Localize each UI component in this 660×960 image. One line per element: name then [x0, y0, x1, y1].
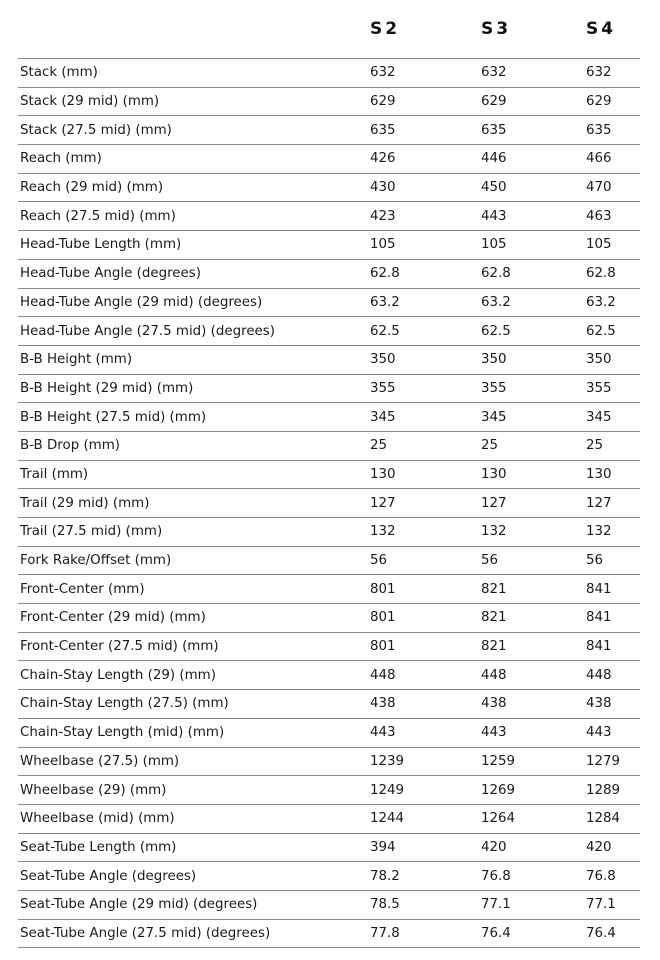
cell-s3: 821 — [479, 604, 584, 633]
table-row — [18, 661, 640, 690]
table-row — [18, 345, 640, 374]
header-label-cell — [18, 0, 368, 59]
row-label: Trail (27.5 mid) (mm) — [18, 518, 368, 547]
cell-s4: 105 — [584, 231, 640, 260]
table-row — [18, 718, 640, 747]
table-row — [18, 690, 640, 719]
row-label: Reach (mm) — [18, 145, 368, 174]
header-row — [18, 0, 640, 59]
cell-s3: 821 — [479, 575, 584, 604]
table-header — [18, 0, 640, 59]
table-row — [18, 59, 640, 88]
cell-s2: 345 — [368, 403, 479, 432]
cell-s2: 355 — [368, 374, 479, 403]
table-row — [18, 403, 640, 432]
row-label: Front-Center (29 mid) (mm) — [18, 604, 368, 633]
cell-s2: 430 — [368, 173, 479, 202]
cell-s4: 132 — [584, 518, 640, 547]
row-label: B-B Drop (mm) — [18, 431, 368, 460]
cell-s2: 448 — [368, 661, 479, 690]
cell-s3: 443 — [479, 718, 584, 747]
table-row — [18, 833, 640, 862]
cell-s4: 77.1 — [584, 890, 640, 919]
cell-s3: 1269 — [479, 776, 584, 805]
table-row — [18, 776, 640, 805]
cell-s4: 130 — [584, 460, 640, 489]
cell-s3: 443 — [479, 202, 584, 231]
cell-s4: 841 — [584, 604, 640, 633]
cell-s2: 130 — [368, 460, 479, 489]
cell-s4: 629 — [584, 87, 640, 116]
cell-s4: 76.8 — [584, 862, 640, 891]
row-label: Stack (mm) — [18, 59, 368, 88]
cell-s2: 62.5 — [368, 317, 479, 346]
cell-s3: 635 — [479, 116, 584, 145]
table-row — [18, 259, 640, 288]
row-label: Seat-Tube Angle (29 mid) (degrees) — [18, 890, 368, 919]
cell-s2: 56 — [368, 546, 479, 575]
cell-s3: 629 — [479, 87, 584, 116]
cell-s3: 420 — [479, 833, 584, 862]
cell-s4: 466 — [584, 145, 640, 174]
row-label: Wheelbase (27.5) (mm) — [18, 747, 368, 776]
cell-s3: 132 — [479, 518, 584, 547]
cell-s4: 841 — [584, 632, 640, 661]
row-label: Wheelbase (mid) (mm) — [18, 804, 368, 833]
table-row — [18, 231, 640, 260]
cell-s3: 438 — [479, 690, 584, 719]
table-row — [18, 919, 640, 948]
table-row — [18, 145, 640, 174]
cell-s2: 1249 — [368, 776, 479, 805]
table-row — [18, 804, 640, 833]
cell-s4: 632 — [584, 59, 640, 88]
cell-s2: 443 — [368, 718, 479, 747]
table-row — [18, 632, 640, 661]
cell-s4: 25 — [584, 431, 640, 460]
cell-s2: 801 — [368, 632, 479, 661]
table-body — [18, 59, 640, 948]
row-label: B-B Height (27.5 mid) (mm) — [18, 403, 368, 432]
header-size-s2: S2 — [368, 0, 479, 59]
cell-s4: 420 — [584, 833, 640, 862]
cell-s2: 426 — [368, 145, 479, 174]
row-label: Head-Tube Length (mm) — [18, 231, 368, 260]
cell-s3: 355 — [479, 374, 584, 403]
cell-s4: 470 — [584, 173, 640, 202]
table-row — [18, 173, 640, 202]
cell-s4: 438 — [584, 690, 640, 719]
row-label: Reach (29 mid) (mm) — [18, 173, 368, 202]
row-label: Reach (27.5 mid) (mm) — [18, 202, 368, 231]
cell-s2: 62.8 — [368, 259, 479, 288]
cell-s3: 25 — [479, 431, 584, 460]
row-label: Front-Center (mm) — [18, 575, 368, 604]
cell-s4: 448 — [584, 661, 640, 690]
cell-s3: 105 — [479, 231, 584, 260]
table-row — [18, 87, 640, 116]
table-row — [18, 890, 640, 919]
cell-s3: 127 — [479, 489, 584, 518]
cell-s3: 448 — [479, 661, 584, 690]
row-label: Stack (29 mid) (mm) — [18, 87, 368, 116]
cell-s3: 62.5 — [479, 317, 584, 346]
table-row — [18, 317, 640, 346]
row-label: Seat-Tube Angle (27.5 mid) (degrees) — [18, 919, 368, 948]
row-label: Trail (mm) — [18, 460, 368, 489]
cell-s4: 1279 — [584, 747, 640, 776]
cell-s2: 63.2 — [368, 288, 479, 317]
table-row — [18, 575, 640, 604]
cell-s2: 801 — [368, 575, 479, 604]
row-label: Wheelbase (29) (mm) — [18, 776, 368, 805]
cell-s4: 56 — [584, 546, 640, 575]
cell-s2: 350 — [368, 345, 479, 374]
row-label: Head-Tube Angle (27.5 mid) (degrees) — [18, 317, 368, 346]
cell-s4: 463 — [584, 202, 640, 231]
cell-s4: 127 — [584, 489, 640, 518]
row-label: Fork Rake/Offset (mm) — [18, 546, 368, 575]
row-label: Chain-Stay Length (29) (mm) — [18, 661, 368, 690]
table-row — [18, 546, 640, 575]
cell-s4: 443 — [584, 718, 640, 747]
table-row — [18, 431, 640, 460]
cell-s2: 1244 — [368, 804, 479, 833]
cell-s3: 1264 — [479, 804, 584, 833]
cell-s3: 446 — [479, 145, 584, 174]
cell-s2: 438 — [368, 690, 479, 719]
cell-s4: 1284 — [584, 804, 640, 833]
header-size-s3: S3 — [479, 0, 584, 59]
cell-s4: 62.8 — [584, 259, 640, 288]
cell-s4: 350 — [584, 345, 640, 374]
table-row — [18, 116, 640, 145]
cell-s3: 130 — [479, 460, 584, 489]
cell-s3: 77.1 — [479, 890, 584, 919]
header-size-s4: S4 — [584, 0, 640, 59]
geometry-table — [18, 0, 640, 948]
cell-s2: 105 — [368, 231, 479, 260]
cell-s4: 345 — [584, 403, 640, 432]
cell-s4: 841 — [584, 575, 640, 604]
cell-s2: 801 — [368, 604, 479, 633]
cell-s3: 450 — [479, 173, 584, 202]
cell-s2: 423 — [368, 202, 479, 231]
row-label: Stack (27.5 mid) (mm) — [18, 116, 368, 145]
table-row — [18, 202, 640, 231]
cell-s3: 63.2 — [479, 288, 584, 317]
table-row — [18, 604, 640, 633]
cell-s3: 76.4 — [479, 919, 584, 948]
table-row — [18, 288, 640, 317]
cell-s4: 1289 — [584, 776, 640, 805]
cell-s2: 78.5 — [368, 890, 479, 919]
cell-s4: 76.4 — [584, 919, 640, 948]
cell-s3: 345 — [479, 403, 584, 432]
cell-s3: 1259 — [479, 747, 584, 776]
row-label: Chain-Stay Length (27.5) (mm) — [18, 690, 368, 719]
cell-s4: 63.2 — [584, 288, 640, 317]
cell-s2: 25 — [368, 431, 479, 460]
cell-s2: 635 — [368, 116, 479, 145]
cell-s2: 132 — [368, 518, 479, 547]
table-row — [18, 374, 640, 403]
row-label: Seat-Tube Length (mm) — [18, 833, 368, 862]
cell-s2: 77.8 — [368, 919, 479, 948]
table-row — [18, 489, 640, 518]
table-row — [18, 862, 640, 891]
row-label: Head-Tube Angle (degrees) — [18, 259, 368, 288]
row-label: Chain-Stay Length (mid) (mm) — [18, 718, 368, 747]
row-label: Head-Tube Angle (29 mid) (degrees) — [18, 288, 368, 317]
row-label: B-B Height (mm) — [18, 345, 368, 374]
row-label: B-B Height (29 mid) (mm) — [18, 374, 368, 403]
cell-s2: 394 — [368, 833, 479, 862]
cell-s3: 76.8 — [479, 862, 584, 891]
row-label: Seat-Tube Angle (degrees) — [18, 862, 368, 891]
cell-s2: 127 — [368, 489, 479, 518]
row-label: Trail (29 mid) (mm) — [18, 489, 368, 518]
cell-s2: 629 — [368, 87, 479, 116]
cell-s3: 56 — [479, 546, 584, 575]
cell-s3: 821 — [479, 632, 584, 661]
cell-s2: 632 — [368, 59, 479, 88]
cell-s4: 355 — [584, 374, 640, 403]
cell-s2: 78.2 — [368, 862, 479, 891]
table-row — [18, 747, 640, 776]
cell-s2: 1239 — [368, 747, 479, 776]
cell-s3: 350 — [479, 345, 584, 374]
cell-s4: 635 — [584, 116, 640, 145]
row-label: Front-Center (27.5 mid) (mm) — [18, 632, 368, 661]
table-row — [18, 518, 640, 547]
cell-s4: 62.5 — [584, 317, 640, 346]
cell-s3: 632 — [479, 59, 584, 88]
cell-s3: 62.8 — [479, 259, 584, 288]
table-row — [18, 460, 640, 489]
